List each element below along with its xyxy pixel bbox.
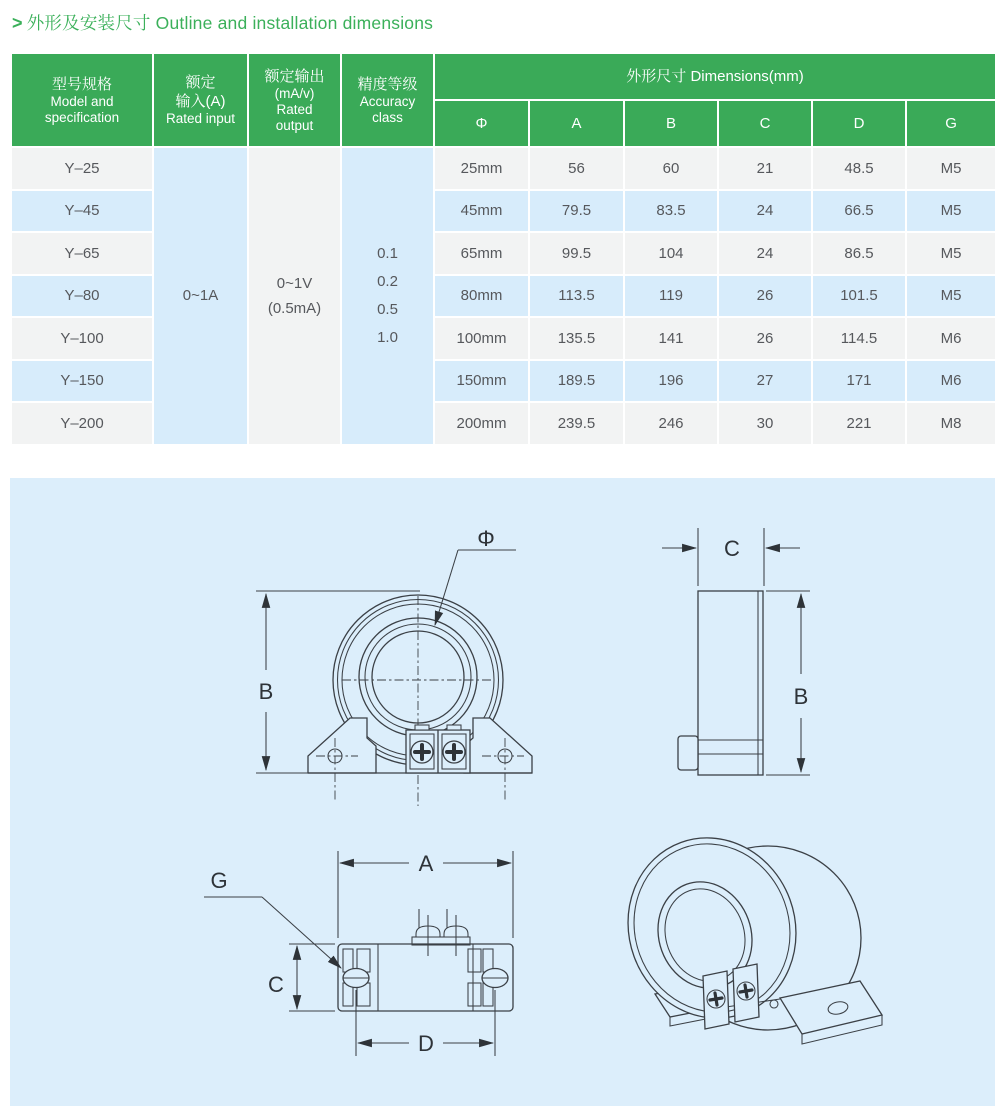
cell-a: 113.5 xyxy=(529,275,624,318)
cell-c: 27 xyxy=(718,360,812,403)
cell-g: M5 xyxy=(906,147,996,190)
cell-model: Y–45 xyxy=(11,190,153,233)
page-title-text: 外形及安装尺寸 Outline and installation dimensions xyxy=(26,13,434,33)
outline-drawing xyxy=(10,478,995,1106)
cell-b: 196 xyxy=(624,360,718,403)
header-dim-d: D xyxy=(812,100,906,147)
cell-d: 48.5 xyxy=(812,147,906,190)
header-accuracy xyxy=(341,53,434,147)
header-dim-phi: Φ xyxy=(434,100,529,147)
header-accuracy-en1: Accuracy xyxy=(359,93,416,109)
rated-output-line1: 0~1V xyxy=(276,274,313,292)
header-dimensions-label: 外形尺寸 Dimensions(mm) xyxy=(626,68,804,85)
cell-a: 99.5 xyxy=(529,232,624,275)
perspective-view xyxy=(603,814,882,1044)
cell-b: 246 xyxy=(624,402,718,445)
front-view xyxy=(256,526,532,806)
cell-a: 79.5 xyxy=(529,190,624,233)
cell-rated-input-merged: 0~1A xyxy=(153,147,248,445)
dim-label-c-side: C xyxy=(724,536,740,561)
cell-b: 60 xyxy=(624,147,718,190)
cell-phi: 45mm xyxy=(434,190,529,233)
cell-g: M5 xyxy=(906,232,996,275)
header-model-en2: specification xyxy=(44,109,120,125)
cell-model: Y–100 xyxy=(11,317,153,360)
spec-table xyxy=(10,52,997,446)
header-rated-output-unit: (mA/v) xyxy=(274,85,315,101)
cell-model: Y–65 xyxy=(11,232,153,275)
cell-a: 239.5 xyxy=(529,402,624,445)
cell-phi: 150mm xyxy=(434,360,529,403)
page-title xyxy=(12,10,433,35)
cell-c: 21 xyxy=(718,147,812,190)
top-view xyxy=(204,851,513,1056)
cell-g: M6 xyxy=(906,317,996,360)
header-dim-c: C xyxy=(718,100,812,147)
table-row xyxy=(11,147,996,190)
cell-rated-output-merged xyxy=(248,147,341,445)
dim-label-c-top: C xyxy=(268,972,284,997)
cell-a: 56 xyxy=(529,147,624,190)
cell-model: Y–25 xyxy=(11,147,153,190)
cell-phi: 65mm xyxy=(434,232,529,275)
accuracy-value: 0.1 xyxy=(377,244,398,262)
header-model-en1: Model and xyxy=(50,93,114,109)
cell-g: M8 xyxy=(906,402,996,445)
cell-g: M5 xyxy=(906,275,996,318)
cell-a: 189.5 xyxy=(529,360,624,403)
accuracy-value: 0.5 xyxy=(377,300,398,318)
cell-a: 135.5 xyxy=(529,317,624,360)
header-dim-a: A xyxy=(529,100,624,147)
chevron-icon: > xyxy=(12,13,23,33)
cell-d: 171 xyxy=(812,360,906,403)
cell-b: 104 xyxy=(624,232,718,275)
cell-d: 86.5 xyxy=(812,232,906,275)
dim-label-g-top: G xyxy=(210,868,228,893)
header-model-zh: 型号规格 xyxy=(51,75,112,93)
cell-accuracy-merged xyxy=(341,147,434,445)
dim-label-b-side: B xyxy=(793,684,809,709)
header-dim-g: G xyxy=(906,100,996,147)
header-model xyxy=(11,53,153,147)
dim-label-phi: Φ xyxy=(477,526,495,551)
header-rated-output xyxy=(248,53,341,147)
cell-c: 30 xyxy=(718,402,812,445)
header-accuracy-en2: class xyxy=(372,109,403,125)
header-rated-input-zh1: 额定 xyxy=(185,74,216,91)
cell-d: 101.5 xyxy=(812,275,906,318)
header-accuracy-zh: 精度等级 xyxy=(357,75,418,93)
cell-model: Y–200 xyxy=(11,402,153,445)
header-dimensions xyxy=(434,53,996,100)
cell-c: 26 xyxy=(718,275,812,318)
accuracy-value: 0.2 xyxy=(377,272,398,290)
cell-phi: 25mm xyxy=(434,147,529,190)
header-rated-input-zh2: 输入(A) xyxy=(175,93,226,110)
drawing-panel xyxy=(10,478,995,1106)
rated-output-line2: (0.5mA) xyxy=(267,299,322,317)
cell-d: 66.5 xyxy=(812,190,906,233)
cell-d: 114.5 xyxy=(812,317,906,360)
side-view xyxy=(662,528,810,775)
cell-phi: 80mm xyxy=(434,275,529,318)
header-dim-b: B xyxy=(624,100,718,147)
cell-model: Y–150 xyxy=(11,360,153,403)
cell-c: 24 xyxy=(718,190,812,233)
accuracy-value: 1.0 xyxy=(377,328,398,346)
header-rated-output-en1: Rated xyxy=(276,101,313,117)
cell-c: 24 xyxy=(718,232,812,275)
header-rated-input xyxy=(153,53,248,147)
header-rated-output-en2: output xyxy=(275,117,314,133)
header-rated-output-zh: 额定输出 xyxy=(264,67,325,85)
cell-b: 83.5 xyxy=(624,190,718,233)
header-rated-input-en: Rated input xyxy=(165,111,236,126)
cell-b: 119 xyxy=(624,275,718,318)
dim-label-a-top: A xyxy=(418,851,434,876)
cell-b: 141 xyxy=(624,317,718,360)
cell-c: 26 xyxy=(718,317,812,360)
cell-g: M6 xyxy=(906,360,996,403)
dim-label-b-front: B xyxy=(258,679,274,704)
cell-g: M5 xyxy=(906,190,996,233)
cell-d: 221 xyxy=(812,402,906,445)
cell-model: Y–80 xyxy=(11,275,153,318)
cell-phi: 200mm xyxy=(434,402,529,445)
cell-phi: 100mm xyxy=(434,317,529,360)
dim-label-d-top: D xyxy=(418,1031,434,1056)
